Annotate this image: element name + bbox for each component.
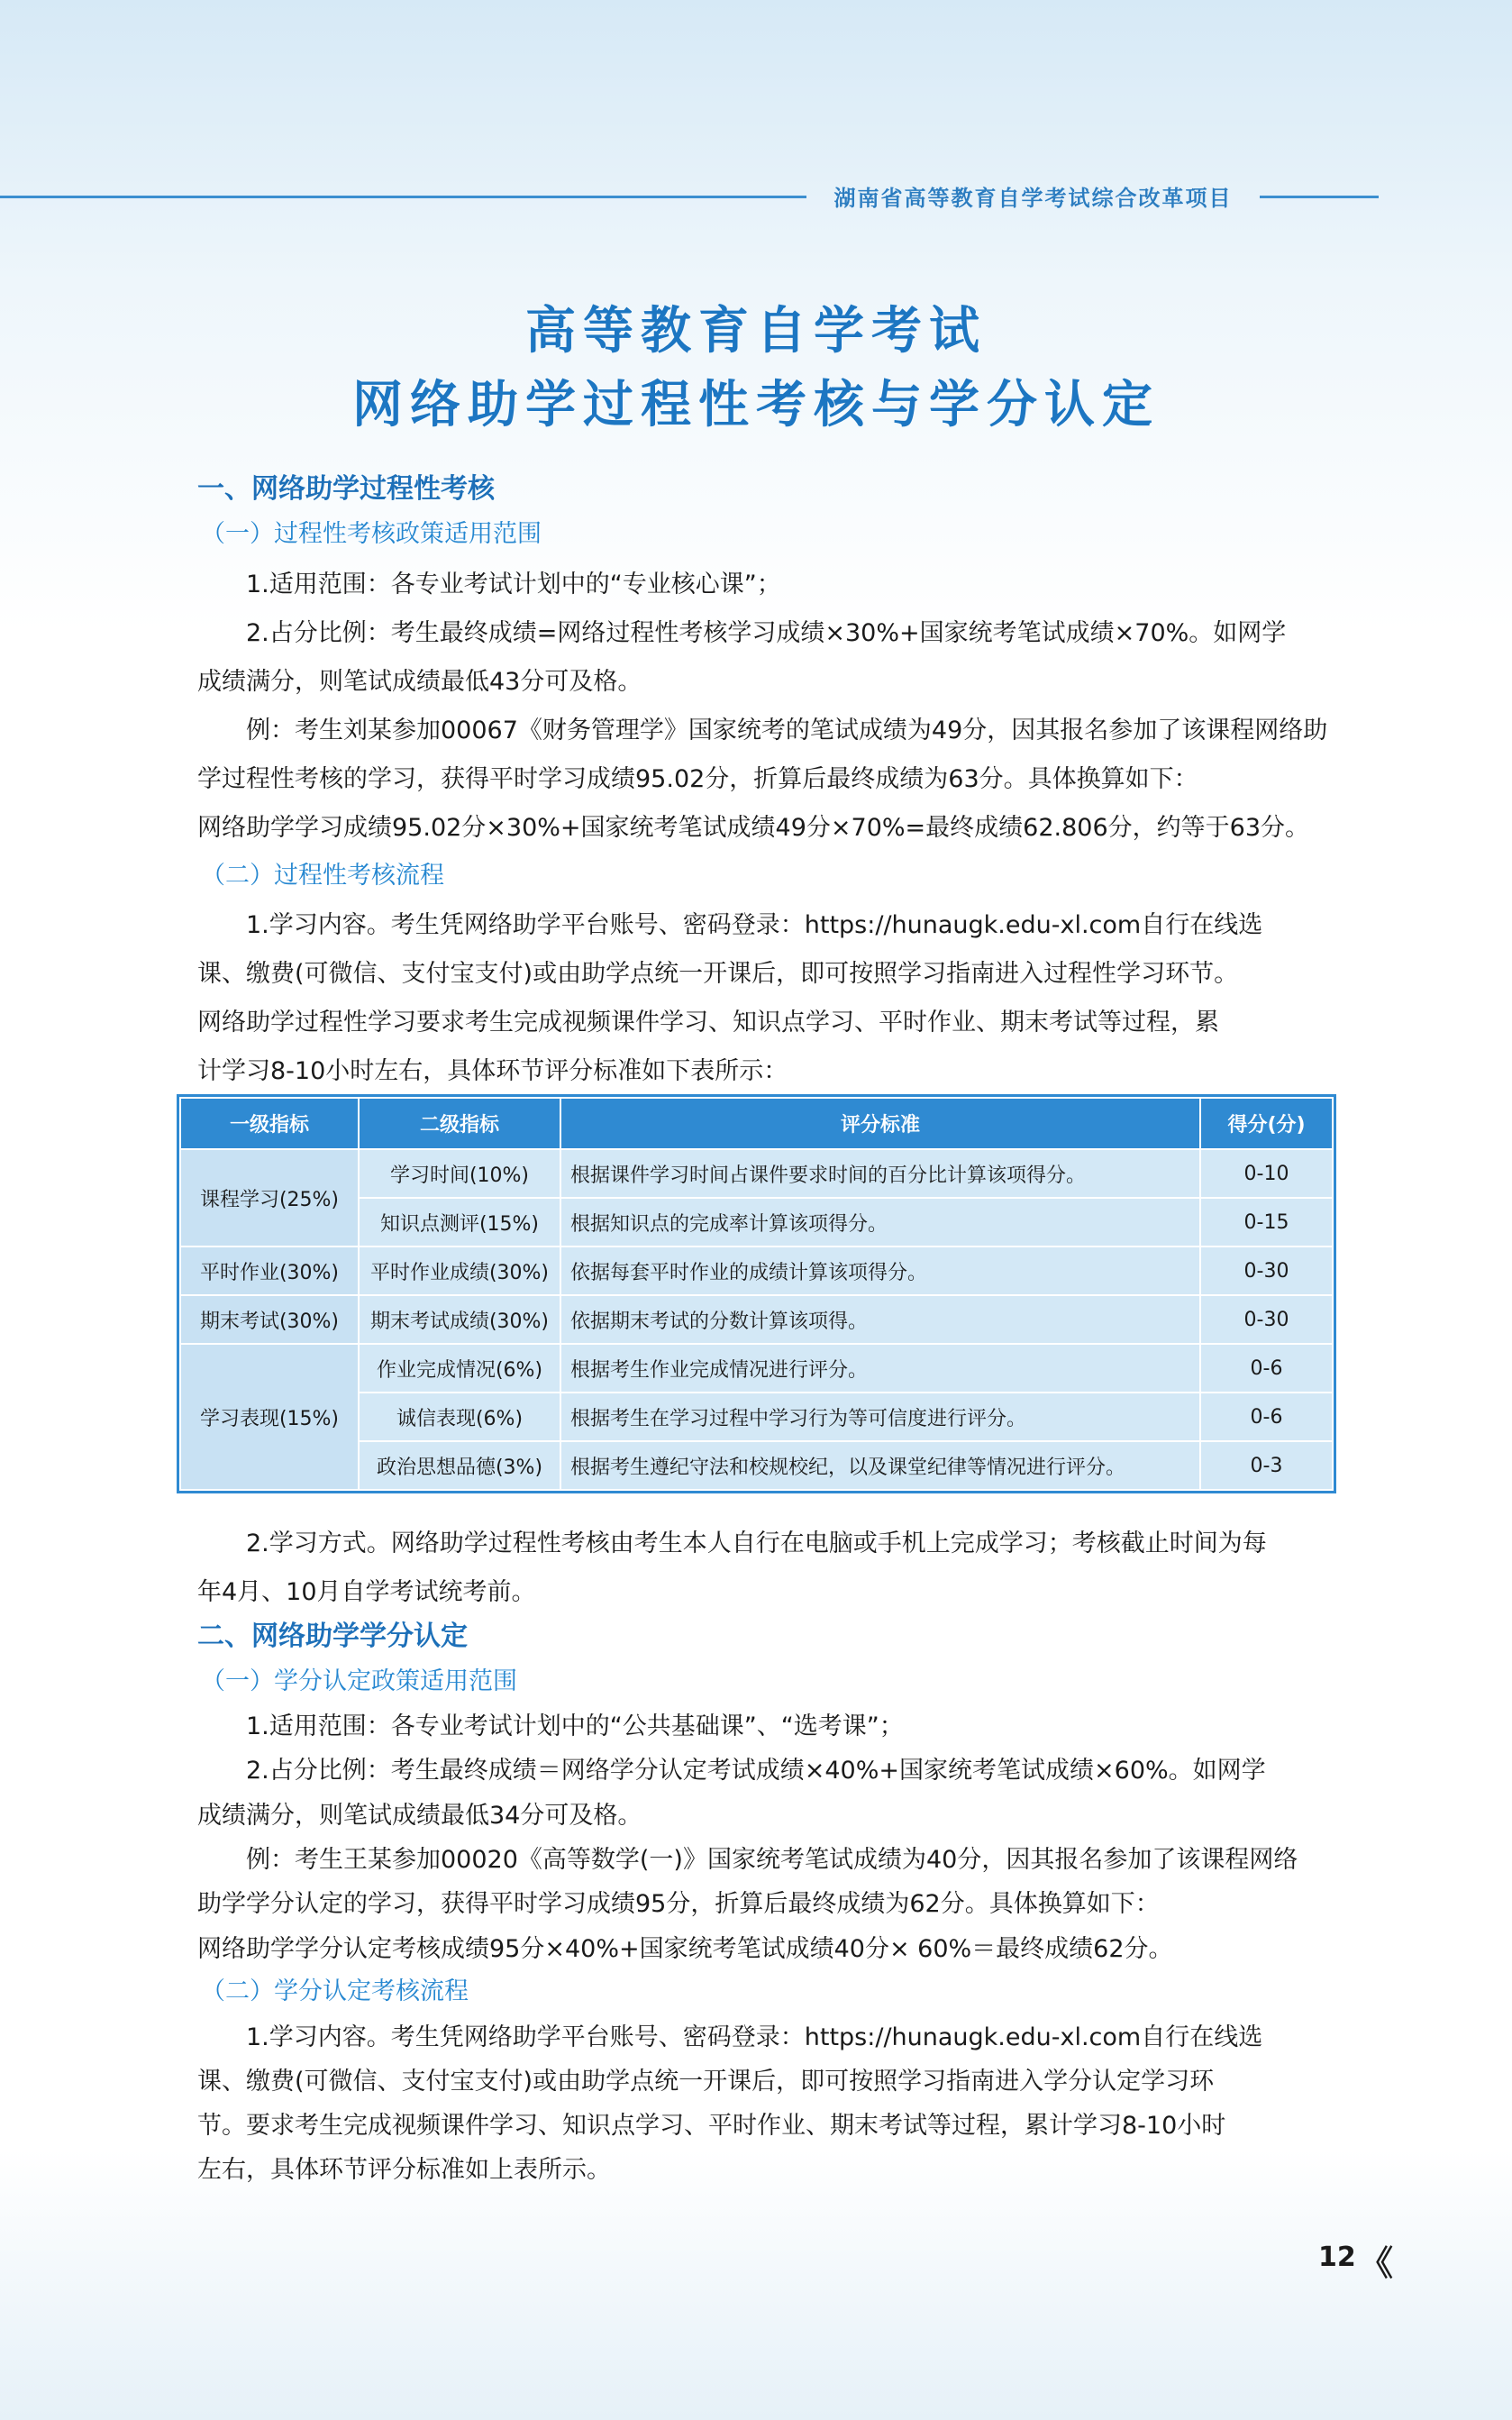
score-cell: 0-15 — [1200, 1198, 1333, 1247]
section2-sub1-example-line1: 例：考生王某参加00020《高等数学(一)》国家统考笔试成绩为40分，因其报名参加了该课程网络 — [246, 1846, 1298, 1874]
standard-cell: 依据期末考试的分数计算该项得。 — [560, 1295, 1200, 1344]
table-row — [180, 1344, 1333, 1393]
standard-cell: 根据课件学习时间占课件要求时间的百分比计算该项得分。 — [560, 1149, 1200, 1198]
header-rule-left — [0, 196, 806, 198]
page-title-line1: 高等教育自学考试 — [525, 302, 987, 361]
section2-sub1-p2-line2: 成绩满分，则笔试成绩最低34分可及格。 — [197, 1802, 642, 1830]
header-rule-right — [1260, 196, 1379, 198]
section2-sub1-example-line3: 网络助学学分认定考核成绩95分×40%+国家统考笔试成绩40分× 60%＝最终成绩62分。 — [197, 1935, 1173, 1963]
section1-sub2-p2-line2: 年4月、10月自学考试统考前。 — [197, 1578, 536, 1606]
standard-cell: 根据考生遵纪守法和校规校纪，以及课堂纪律等情况进行评分。 — [560, 1441, 1200, 1490]
section1-sub1-p2-line2: 成绩满分，则笔试成绩最低43分可及格。 — [197, 668, 642, 696]
section1-sub1-example-line2: 学过程性考核的学习，获得平时学习成绩95.02分，折算后最终成绩为63分。具体换算如下： — [197, 765, 1198, 793]
section2-sub2-p1-line3: 节。要求考生完成视频课件学习、知识点学习、平时作业、期末考试等过程，累计学习8-10小时 — [197, 2112, 1226, 2140]
table-header-cell: 得分(分) — [1200, 1098, 1333, 1149]
score-cell: 0-6 — [1200, 1393, 1333, 1441]
section2-sub2-p1-line1: 1.学习内容。考生凭网络助学平台账号、密码登录：https://hunaugk.edu-xl.com自行在线选 — [246, 2023, 1263, 2051]
section1-sub1-example-line3: 网络助学学习成绩95.02分×30%+国家统考笔试成绩49分×70%=最终成绩62.806分，约等于63分。 — [197, 814, 1309, 842]
page-background-bottom — [0, 2150, 1512, 2420]
table-row — [180, 1247, 1333, 1295]
page-title-line2: 网络助学过程性考核与学分认定 — [352, 376, 1160, 434]
level1-cell: 课程学习(25%) — [180, 1149, 359, 1247]
level1-cell: 期末考试(30%) — [180, 1295, 359, 1344]
score-cell: 0-30 — [1200, 1295, 1333, 1344]
table-header-cell: 评分标准 — [560, 1098, 1200, 1149]
standard-cell: 根据知识点的完成率计算该项得分。 — [560, 1198, 1200, 1247]
level2-cell: 期末考试成绩(30%) — [359, 1295, 560, 1344]
section2-heading: 二、网络助学学分认定 — [197, 1621, 468, 1652]
standard-cell: 依据每套平时作业的成绩计算该项得分。 — [560, 1247, 1200, 1295]
table-row — [180, 1295, 1333, 1344]
section1-sub2-p1-line2: 课、缴费(可微信、支付宝支付)或由助学点统一开课后，即可按照学习指南进入过程性学习环节。 — [197, 960, 1239, 988]
section2-sub2-p1-line2: 课、缴费(可微信、支付宝支付)或由助学点统一开课后，即可按照学习指南进入学分认定学习环 — [197, 2068, 1215, 2096]
section2-sub2-p1-line4: 左右，具体环节评分标准如上表所示。 — [197, 2156, 611, 2184]
level1-cell: 学习表现(15%) — [180, 1344, 359, 1490]
level2-cell: 学习时间(10%) — [359, 1149, 560, 1198]
section1-sub2-p1-line1: 1.学习内容。考生凭网络助学平台账号、密码登录：https://hunaugk.edu-xl.com自行在线选 — [246, 911, 1263, 939]
table-header-row — [180, 1098, 1333, 1149]
score-cell: 0-30 — [1200, 1247, 1333, 1295]
table-header-cell: 二级指标 — [359, 1098, 560, 1149]
page-number: 12 — [1318, 2242, 1356, 2273]
section1-sub2-p1-line3: 网络助学过程性学习要求考生完成视频课件学习、知识点学习、平时作业、期末考试等过程，累 — [197, 1009, 1219, 1036]
section1-sub1-p1: 1.适用范围：各专业考试计划中的“专业核心课”； — [246, 571, 781, 598]
level2-cell: 知识点测评(15%) — [359, 1198, 560, 1247]
level2-cell: 政治思想品德(3%) — [359, 1441, 560, 1490]
level2-cell: 诚信表现(6%) — [359, 1393, 560, 1441]
section2-sub1-p2-line1: 2.占分比例：考生最终成绩＝网络学分认定考试成绩×40%+国家统考笔试成绩×60%。如网学 — [246, 1757, 1266, 1785]
level1-cell: 平时作业(30%) — [180, 1247, 359, 1295]
section2-sub2-heading: （二）学分认定考核流程 — [201, 1977, 469, 2005]
level2-cell: 平时作业成绩(30%) — [359, 1247, 560, 1295]
section1-heading: 一、网络助学过程性考核 — [197, 473, 495, 505]
score-cell: 0-10 — [1200, 1149, 1333, 1198]
score-cell: 0-6 — [1200, 1344, 1333, 1393]
section1-sub1-heading: （一）过程性考核政策适用范围 — [201, 520, 542, 548]
standard-cell: 根据考生在学习过程中学习行为等可信度进行评分。 — [560, 1393, 1200, 1441]
section2-sub1-example-line2: 助学学分认定的学习，获得平时学习成绩95分，折算后最终成绩为62分。具体换算如下： — [197, 1890, 1160, 1918]
page-arrows-icon: 《 — [1359, 2243, 1394, 2283]
running-header: 湖南省高等教育自学考试综合改革项目 — [833, 186, 1233, 211]
section1-sub2-p2-line1: 2.学习方式。网络助学过程性考核由考生本人自行在电脑或手机上完成学习；考核截止时间为每 — [246, 1530, 1267, 1557]
section1-sub2-heading: （二）过程性考核流程 — [201, 862, 444, 890]
scoring-standards-table — [179, 1097, 1334, 1491]
section1-sub1-example-line1: 例：考生刘某参加00067《财务管理学》国家统考的笔试成绩为49分，因其报名参加了该课程网络助 — [246, 717, 1328, 744]
section1-sub1-p2-line1: 2.占分比例：考生最终成绩=网络过程性考核学习成绩×30%+国家统考笔试成绩×70%。如网学 — [246, 619, 1287, 647]
section2-sub1-p1: 1.适用范围：各专业考试计划中的“公共基础课”、“选考课”； — [246, 1712, 904, 1740]
standard-cell: 根据考生作业完成情况进行评分。 — [560, 1344, 1200, 1393]
table-header-cell: 一级指标 — [180, 1098, 359, 1149]
score-cell: 0-3 — [1200, 1441, 1333, 1490]
level2-cell: 作业完成情况(6%) — [359, 1344, 560, 1393]
table-row — [180, 1149, 1333, 1198]
section1-sub2-p1-line4: 计学习8-10小时左右，具体环节评分标准如下表所示： — [197, 1057, 788, 1085]
section2-sub1-heading: （一）学分认定政策适用范围 — [201, 1667, 517, 1695]
